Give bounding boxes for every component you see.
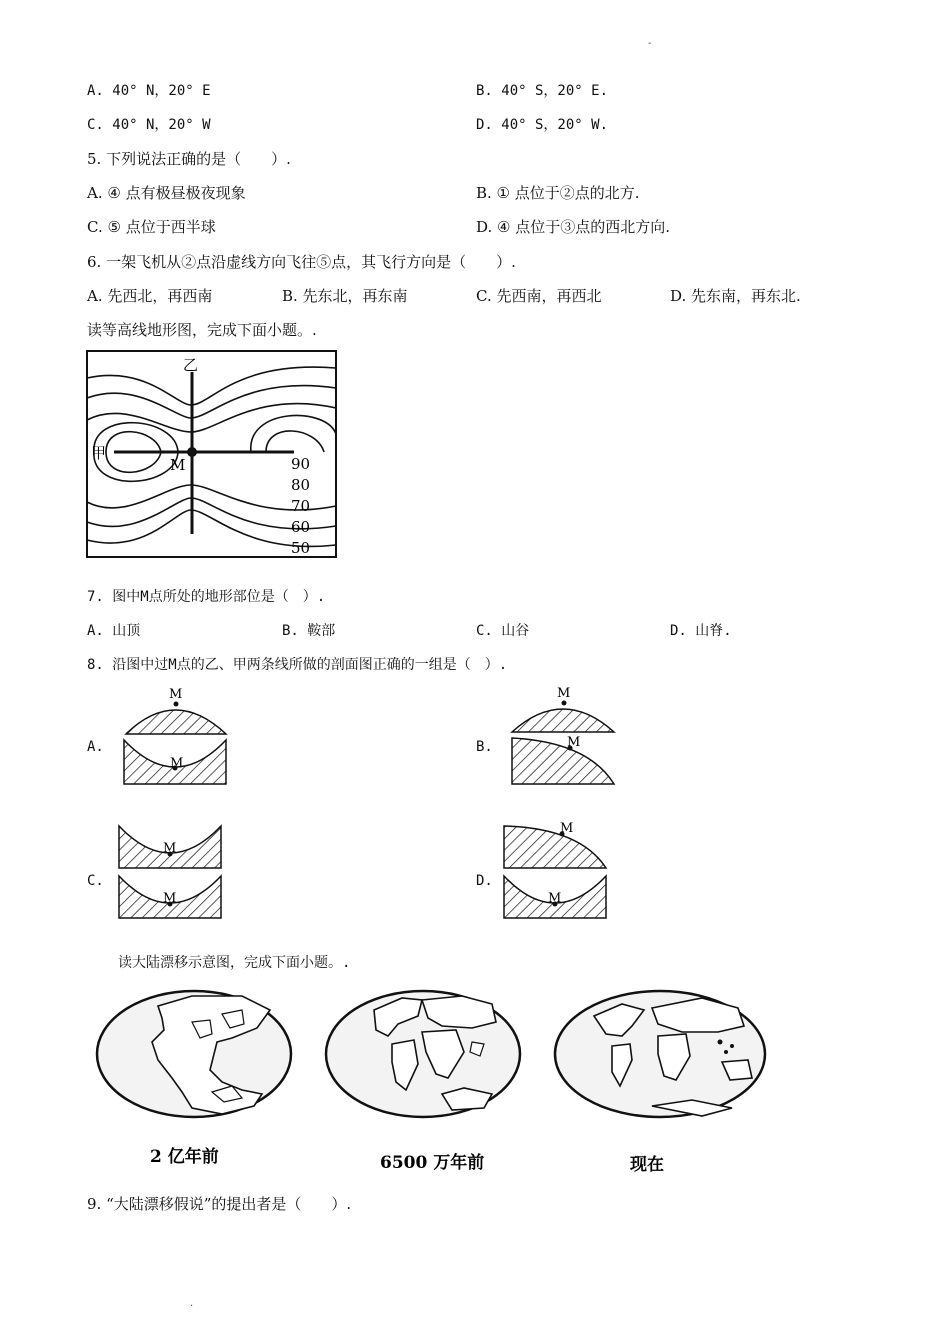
elevation-90: 90 [291,455,311,473]
q6-option-a[interactable]: A. 先西北，再西南 [87,287,213,305]
caption-65-million: 6500 万年前 [380,1153,485,1173]
stray-mark: - [648,38,652,49]
continental-drift-figure [92,982,782,1177]
q5-option-d[interactable]: D. ④ 点位于③点的西北方向. [476,218,671,236]
label-jia: 甲 [91,444,107,462]
elevation-70: 70 [291,497,311,515]
point-m-marker [187,447,197,457]
q4-option-a[interactable]: A. 40° N，20° E [87,83,211,99]
profile-c-lower-m: M [163,891,177,906]
profile-d-upper [504,826,606,868]
profile-b-lower [512,738,614,784]
q6-option-d[interactable]: D. 先东南，再东北. [670,287,801,305]
q8-option-a-label[interactable]: A. [87,739,104,755]
q7-option-c[interactable]: C. 山谷 [476,623,530,639]
contour-map [86,350,338,558]
q8-stem: 8. 沿图中过M点的乙、甲两条线所做的剖面图正确的一组是（ ）. [87,657,508,673]
q8-option-c-label[interactable]: C. [87,873,104,889]
q8-option-c-profiles[interactable] [115,820,235,926]
q7-option-b[interactable]: B. 鞍部 [282,623,336,639]
q4-option-d[interactable]: D. 40° S，20° W. [476,117,609,133]
profile-b-upper [512,709,614,732]
q8-option-d-label[interactable]: D. [476,873,493,889]
caption-present: 现在 [630,1155,664,1175]
q9-stem: 9. “大陆漂移假说”的提出者是（ ）. [87,1195,352,1213]
contour-intro: 读等高线地形图，完成下面小题。. [87,321,317,339]
globe-present [555,991,765,1117]
q8-option-a-profiles[interactable] [120,684,240,790]
profile-c-upper-m: M [163,841,177,856]
q6-stem: 6. 一架飞机从②点沿虚线方向飞往⑤点，其飞行方向是（ ）. [87,253,516,271]
profile-b-upper-m: M [557,686,571,701]
label-yi: 乙 [183,356,199,374]
elevation-50: 50 [291,539,311,557]
q7-option-d[interactable]: D. 山脊. [670,623,732,639]
globe-65-million-years [326,991,520,1117]
stray-mark-bottom: . [190,1298,194,1309]
profile-a-upper-point [174,702,179,707]
q8-option-b-label[interactable]: B. [476,739,493,755]
q4-option-b[interactable]: B. 40° S，20° E. [476,83,609,99]
q5-option-b[interactable]: B. ① 点位于②点的北方. [476,184,640,202]
q8-option-b-profiles[interactable] [508,684,628,790]
q5-option-c[interactable]: C. ⑤ 点位于西半球 [87,218,216,236]
q5-stem: 5. 下列说法正确的是（ ）. [87,150,291,168]
q8-option-d-profiles[interactable] [500,820,620,926]
profile-b-upper-point [562,701,567,706]
drift-intro: 读大陆漂移示意图，完成下面小题。. [118,955,351,971]
label-m: M [170,456,186,474]
elevation-60: 60 [291,518,311,536]
profile-a-upper-m: M [169,687,183,702]
q6-option-b[interactable]: B. 先东北，再东南 [282,287,408,305]
profile-b-lower-m: M [567,735,581,750]
profile-d-upper-m: M [560,821,574,836]
profile-d-lower-m: M [548,891,562,906]
profile-a-lower-m: M [170,756,184,771]
profile-a-upper [126,710,226,734]
caption-200-million: 2 亿年前 [150,1147,219,1167]
globe-200-million-years [97,991,291,1117]
q7-option-a[interactable]: A. 山顶 [87,623,141,639]
elevation-80: 80 [291,476,311,494]
q4-option-c[interactable]: C. 40° N，20° W [87,117,211,133]
q7-stem: 7. 图中M点所处的地形部位是（ ）. [87,589,326,605]
q5-option-a[interactable]: A. ④ 点有极昼极夜现象 [87,184,246,202]
q6-option-c[interactable]: C. 先西南，再西北 [476,287,602,305]
